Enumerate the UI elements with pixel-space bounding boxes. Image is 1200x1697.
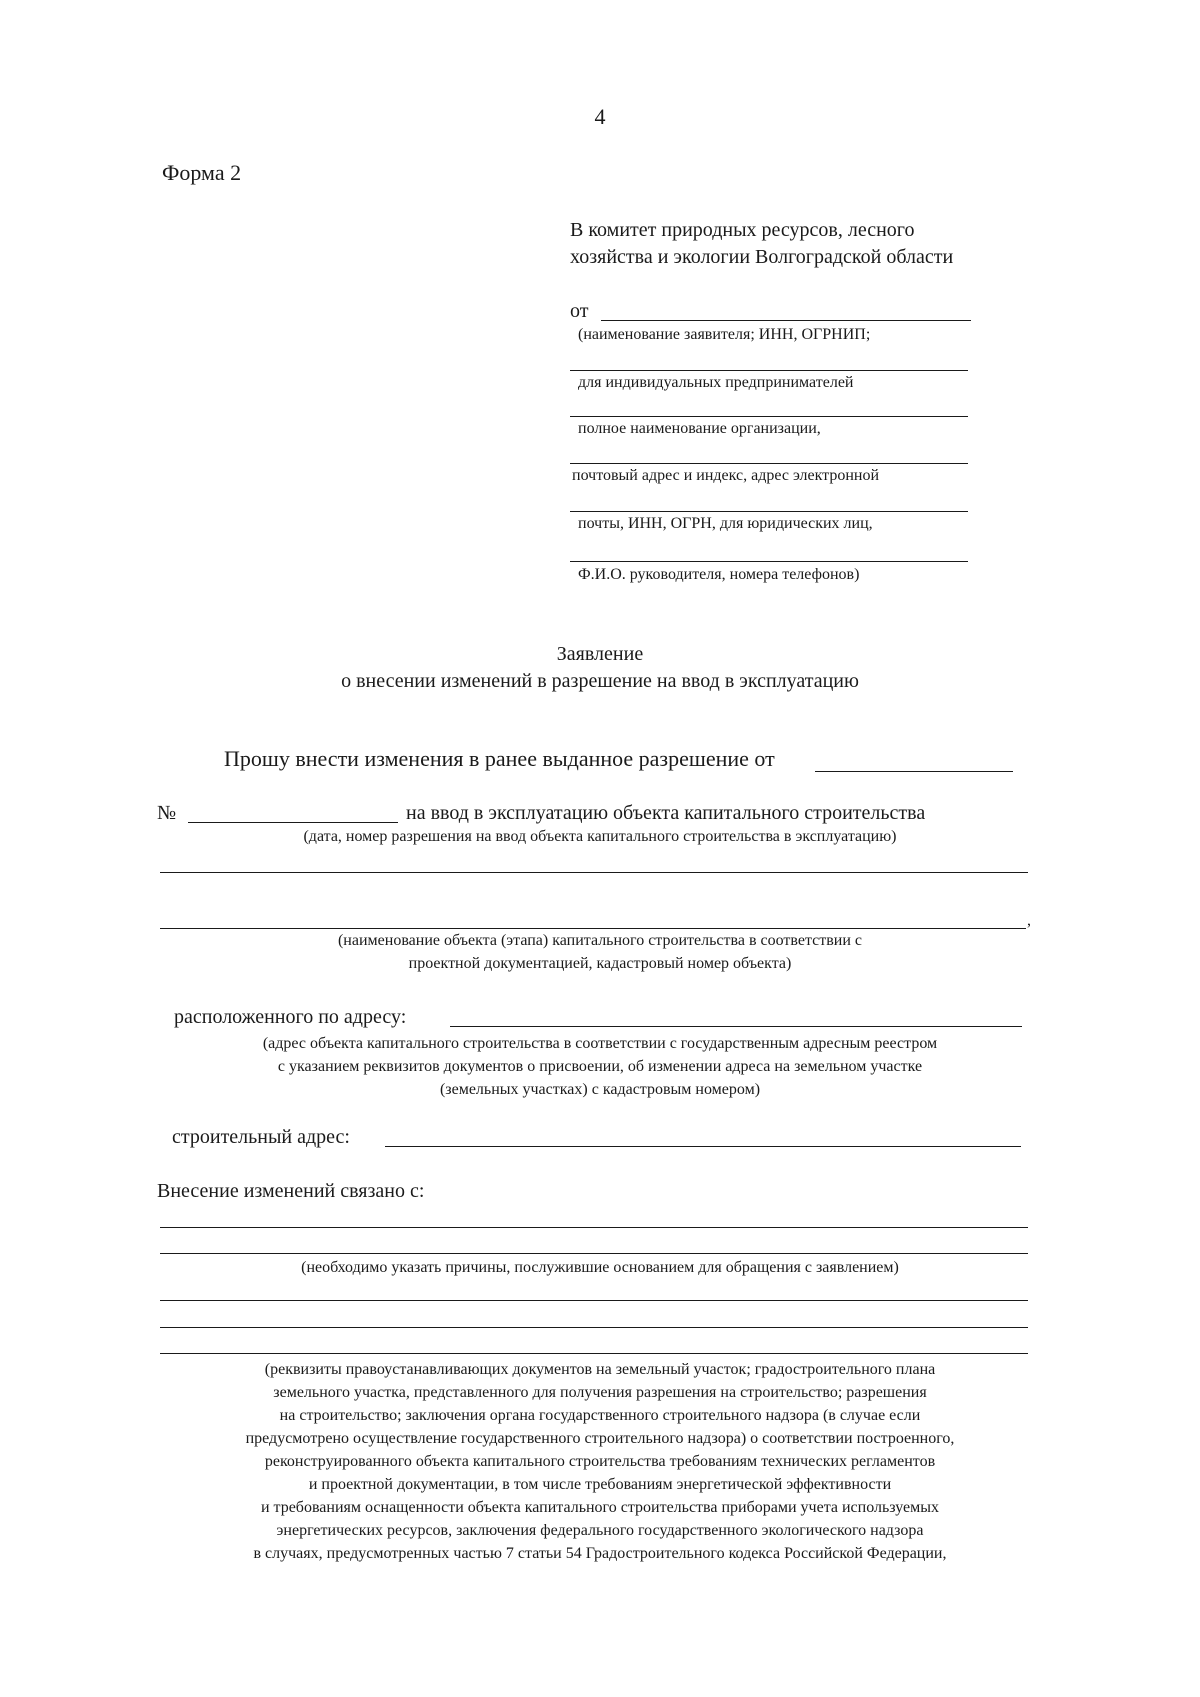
document-title: Заявление: [556, 643, 644, 665]
address-hint-2: с указанием реквизитов документов о присвоении, об изменении адреса на земельном участке: [277, 1058, 923, 1075]
requisites-hint-line: предусмотрено осуществление государственного строительного надзора) о соответствии построенного,: [245, 1430, 955, 1447]
applicant-name-field[interactable]: [601, 320, 971, 321]
object-name-comma: ,: [1027, 912, 1031, 929]
applicant-hint-6: Ф.И.О. руководителя, номера телефонов): [578, 566, 860, 583]
address-hint-3: (земельных участках) с кадастровым номером): [439, 1081, 761, 1098]
requisites-hint-line: земельного участка, представленного для получения разрешения на строительство; разрешения: [273, 1384, 927, 1401]
document-subtitle: о внесении изменений в разрешение на ввод в эксплуатацию: [341, 670, 859, 692]
applicant-field-3[interactable]: [570, 416, 968, 417]
requisites-field-2[interactable]: [160, 1327, 1028, 1328]
requisites-hint-line: и требованиям оснащенности объекта капитального строительства приборами учета используемых: [260, 1499, 940, 1516]
address-hint-1: (адрес объекта капитального строительства в соответствии с государственным адресным реестром: [262, 1035, 938, 1052]
requisites-field-3[interactable]: [160, 1353, 1028, 1354]
page-number: 4: [594, 104, 606, 129]
applicant-field-4[interactable]: [570, 463, 968, 464]
permit-date-field[interactable]: [815, 771, 1013, 772]
requisites-hint-line: энергетических ресурсов, заключения федерального государственного экологического надзора: [276, 1522, 924, 1539]
changes-label: Внесение изменений связано с:: [157, 1180, 425, 1202]
request-text: Прошу внести изменения в ранее выданное разрешение от: [224, 746, 775, 771]
address-hint: [160, 1032, 1040, 1101]
object-hint-2: проектной документацией, кадастровый номер объекта): [408, 955, 792, 972]
object-hint-1: (наименование объекта (этапа) капитального строительства в соответствии с: [337, 932, 863, 949]
requisites-hint: [150, 1358, 1050, 1565]
requisites-hint-line: реконструированного объекта капитального строительства требованиям технических регламентов: [264, 1453, 936, 1470]
applicant-hint-2: для индивидуальных предпринимателей: [578, 374, 854, 391]
object-name-field-2[interactable]: [160, 928, 1026, 929]
object-name-field-1[interactable]: [160, 872, 1028, 873]
requisites-hint-line: (реквизиты правоустанавливающих документов на земельный участок; градостроительного плана: [264, 1361, 936, 1378]
applicant-field-2[interactable]: [570, 370, 968, 371]
number-text: на ввод в эксплуатацию объекта капитального строительства: [406, 802, 926, 824]
applicant-hint-3: полное наименование организации,: [578, 420, 821, 437]
form-label: Форма 2: [162, 160, 242, 185]
from-label: от: [570, 300, 589, 322]
date-number-hint: (дата, номер разрешения на ввод объекта капитального строительства в эксплуатацию): [303, 828, 897, 845]
addressee-line-2: хозяйства и экологии Волгоградской области: [570, 246, 954, 268]
applicant-field-5[interactable]: [570, 511, 968, 512]
address-field[interactable]: [450, 1026, 1022, 1027]
addressee-line-1: В комитет природных ресурсов, лесного: [570, 219, 915, 241]
number-sign: №: [157, 802, 177, 824]
address-label: расположенного по адресу:: [174, 1006, 407, 1028]
applicant-hint-1: (наименование заявителя; ИНН, ОГРНИП;: [578, 326, 871, 343]
requisites-hint-line: в случаях, предусмотренных частью 7 статьи 54 Градостроительного кодекса Российской Федерации,: [253, 1545, 947, 1562]
requisites-field-1[interactable]: [160, 1300, 1028, 1301]
requisites-hint-line: на строительство; заключения органа государственного строительного надзора (в случае если: [279, 1407, 921, 1424]
applicant-field-6[interactable]: [570, 561, 968, 562]
permit-number-field[interactable]: [188, 822, 398, 823]
reasons-hint: (необходимо указать причины, послужившие основанием для обращения с заявлением): [301, 1259, 899, 1276]
build-address-field[interactable]: [385, 1146, 1021, 1147]
reasons-field-2[interactable]: [160, 1253, 1028, 1254]
reasons-field-1[interactable]: [160, 1227, 1028, 1228]
applicant-hint-5: почты, ИНН, ОГРН, для юридических лиц,: [578, 515, 873, 532]
build-address-label: строительный адрес:: [172, 1126, 350, 1148]
requisites-hint-line: и проектной документации, в том числе требованиям энергетической эффективности: [308, 1476, 892, 1493]
applicant-hint-4: почтовый адрес и индекс, адрес электронной: [572, 467, 880, 484]
